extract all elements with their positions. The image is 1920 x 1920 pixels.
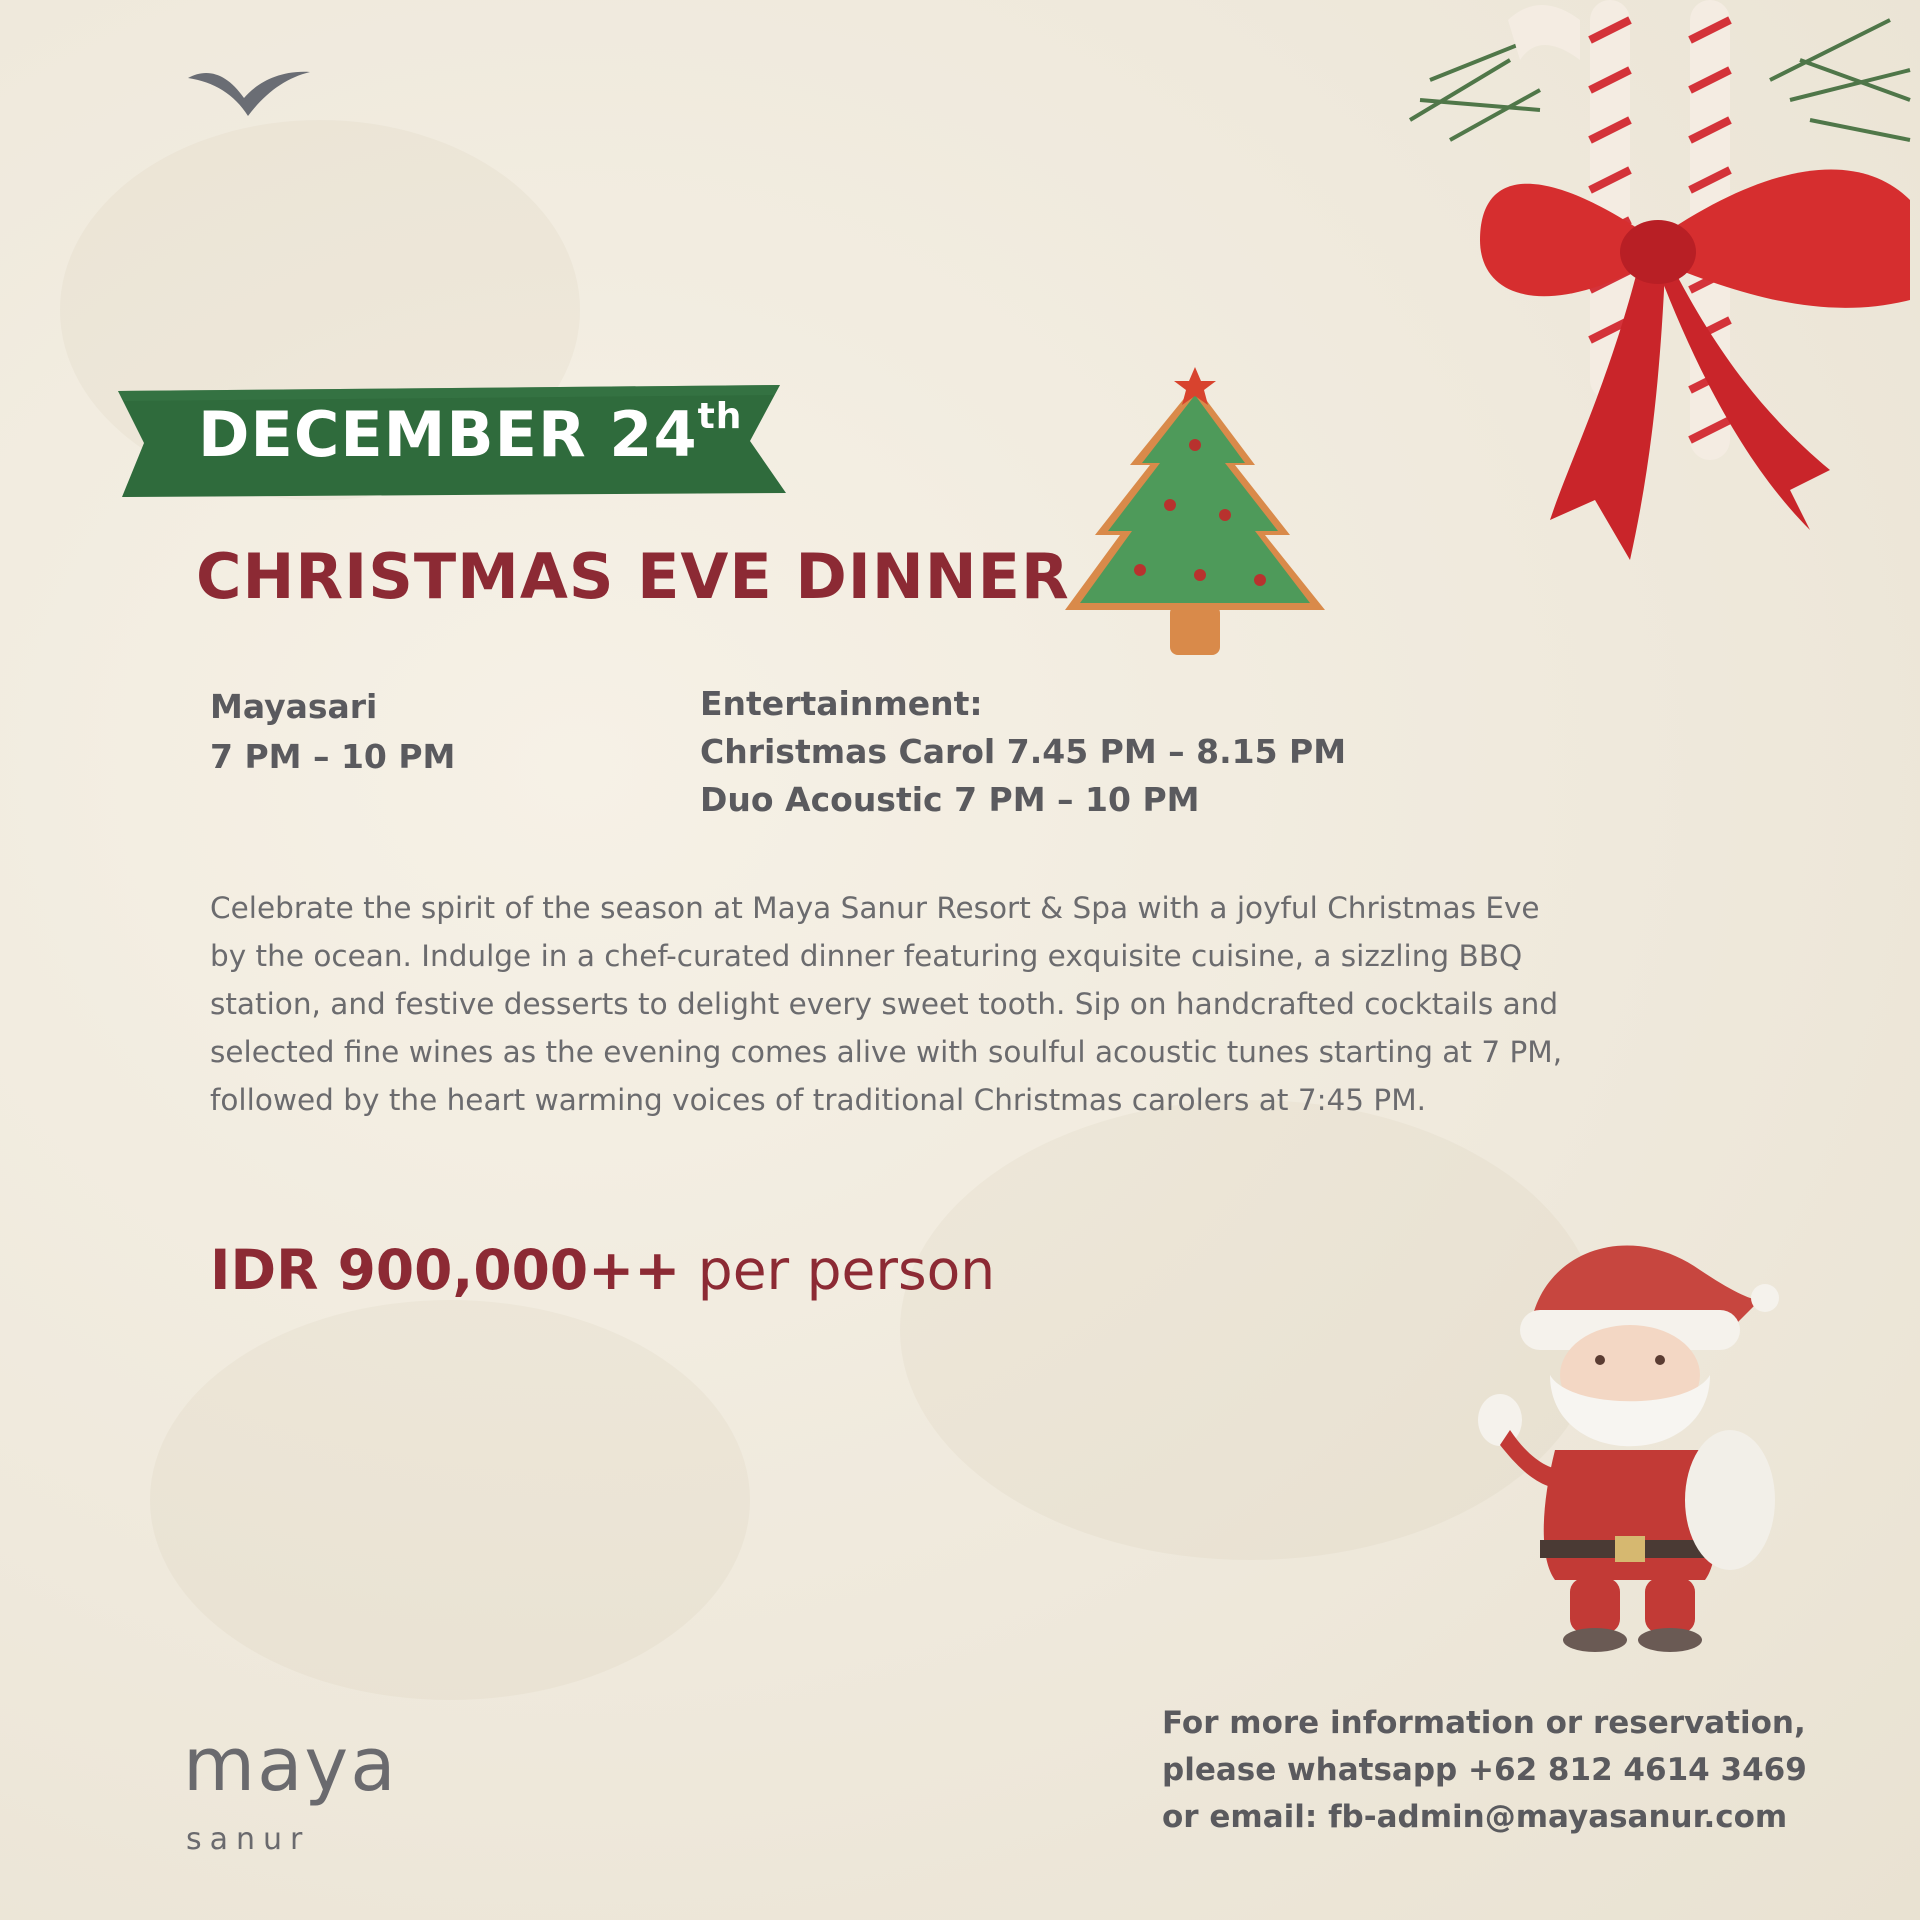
entertainment-heading: Entertainment:: [700, 684, 983, 723]
event-date-suffix: th: [697, 396, 743, 438]
candy-cane-bow-illustration: [1390, 0, 1920, 640]
entertainment-item: Duo Acoustic 7 PM – 10 PM: [700, 780, 1200, 819]
event-description: [210, 884, 1730, 1124]
brand-location: sanur: [186, 1822, 311, 1857]
description-line: followed by the heart warming voices of traditional Christmas carolers at 7:45 PM.: [210, 1083, 1427, 1117]
contact-info: [1162, 1700, 1807, 1841]
venue-name: Mayasari: [210, 687, 378, 726]
event-date: DECEMBER 24th: [198, 396, 743, 471]
event-title: CHRISTMAS EVE DINNER: [196, 540, 1070, 613]
contact-line: please whatsapp +62 812 4614 3469: [1162, 1752, 1807, 1788]
brand-name: maya: [183, 1722, 398, 1808]
description-line: by the ocean. Indulge in a chef-curated dinner featuring exquisite cuisine, a sizzling BBQ: [210, 939, 1523, 973]
price-amount: IDR 900,000++: [210, 1238, 681, 1302]
entertainment-item: Christmas Carol 7.45 PM – 8.15 PM: [700, 732, 1347, 771]
venue-block: [210, 682, 455, 782]
price: [210, 1238, 995, 1302]
paper-texture: [150, 1300, 750, 1700]
bird-icon: [186, 64, 312, 122]
entertainment-block: [700, 680, 1346, 824]
santa-illustration: [1460, 1210, 1780, 1660]
price-unit: per person: [697, 1238, 996, 1302]
description-line: station, and festive desserts to delight every sweet tooth. Sip on handcrafted cocktails and: [210, 987, 1559, 1021]
christmas-tree-cookie-illustration: [1060, 365, 1330, 665]
description-line: selected fine wines as the evening comes alive with soulful acoustic tunes starting at 7 PM,: [210, 1035, 1563, 1069]
event-hours: 7 PM – 10 PM: [210, 737, 456, 776]
contact-line: For more information or reservation,: [1162, 1705, 1806, 1741]
contact-line: or email: fb-admin@mayasanur.com: [1162, 1799, 1788, 1835]
description-line: Celebrate the spirit of the season at Maya Sanur Resort & Spa with a joyful Christmas Eve: [210, 891, 1540, 925]
